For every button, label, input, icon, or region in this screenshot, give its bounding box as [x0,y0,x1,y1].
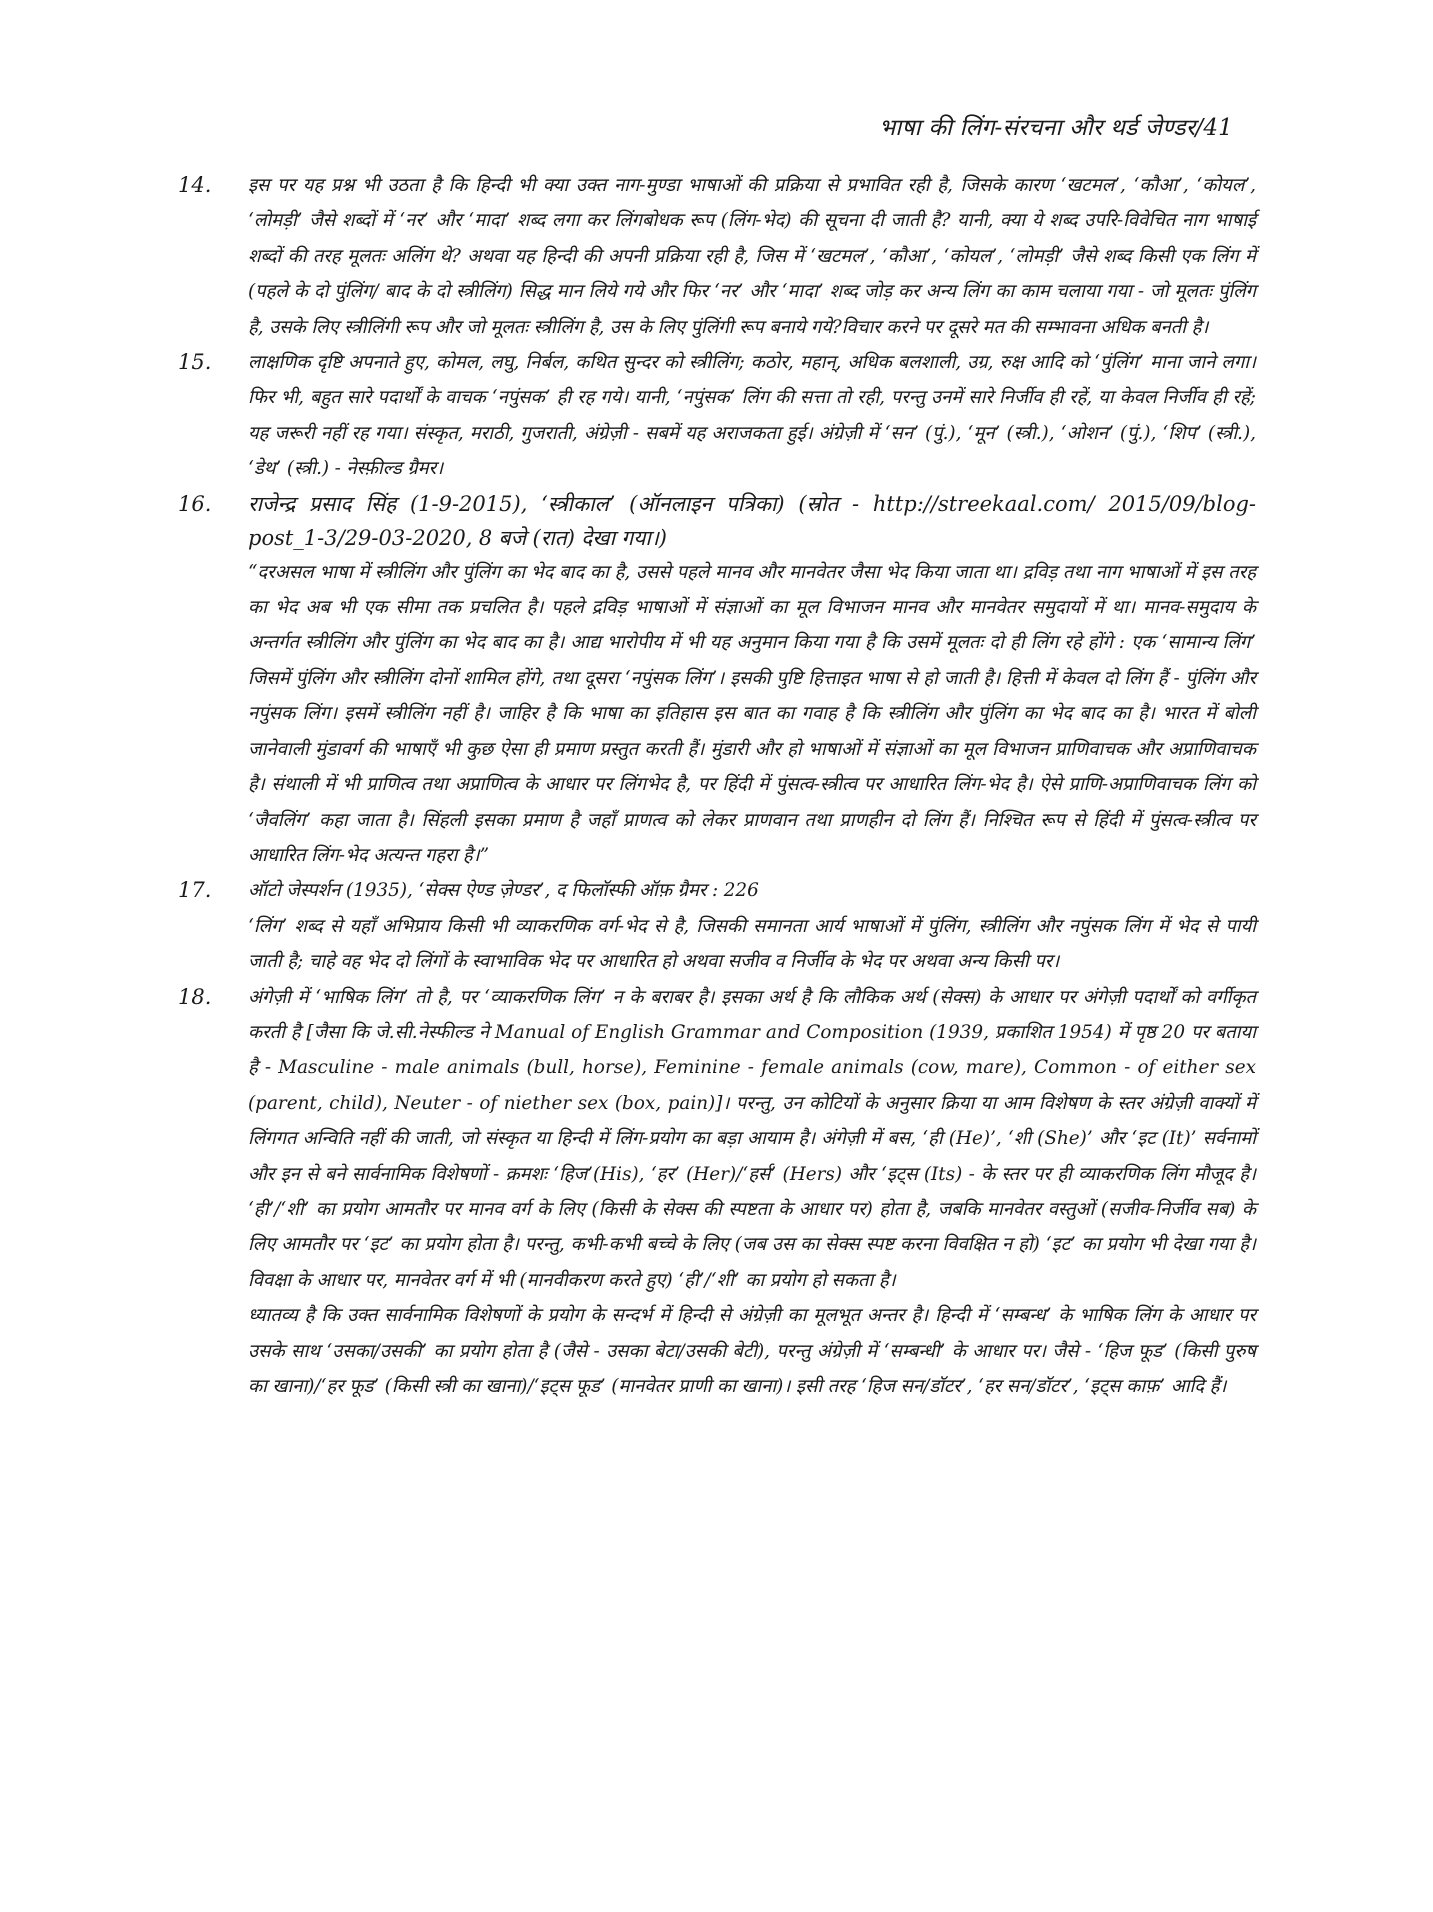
endnote-citation: राजेन्द्र प्रसाद सिंह (1-9-2015), ‘स्त्रीकाल’ (ऑनलाइन पत्रिका) (स्रोत - http://streekaal.com/ 2015/09/blog-post_1-3/29-03-2020, 8 बजे (रात) देखा गया।) [248,491,1256,550]
endnote-text: अंगेज़ी में ‘भाषिक लिंग’ तो है, पर ‘व्याकरणिक लिंग’ न के बराबर है। इसका अर्थ है कि लौकिक अर्थ (सेक्स) के आधार पर अंगेज़ी पदार्थों को वर्गीकृत करती है [जैसा कि जे.सी.नेस्फील्ड ने Manual of English Grammar and Composition (1939, प्रकाशित 1954) में पृष्ठ 20 पर बताया है - Masculine - male animals (bull, horse), Feminine - female animals (cow, mare), Common - of either sex (parent, child), Neuter - of niether sex (box, pain)]। परन्तु, उन कोटियों के अनुसार क्रिया या आम विशेषण के स्तर अंग्रेज़ी वाक्यों में लिंगगत अन्विति नहीं की जाती, जो संस्कृत या हिन्दी में लिंग-प्रयोग का बड़ा आयाम है। अंगेज़ी में बस, ‘ही (He)’, ‘शी (She)’ और ‘इट (It)’ सर्वनामों और इन से बने सार्वनामिक विशेषणों - क्रमशः ‘हिज’(His), ‘हर’ (Her)/‘हर्स’ (Hers) और ‘इट्स (Its) - के स्तर पर ही व्याकरणिक लिंग मौजूद है। ‘ही’/‘शी’ का प्रयोग आमतौर पर मानव वर्ग के लिए (किसी के सेक्स की स्पष्टता के आधार पर) होता है, जबकि मानवेतर वस्तुओं (सजीव-निर्जीव सब) के लिए आमतौर पर ‘इट’ का प्रयोग होता है। परन्तु, कभी-कभी बच्चे के लिए (जब उस का सेक्स स्पष्ट करना विवक्षित न हो) ‘इट’ का प्रयोग भी देखा गया है। विवक्षा के आधार पर, मानवेतर वर्ग में भी (मानवीकरण करते हुए) ‘ही’/‘शी’ का प्रयोग हो सकता है। [248,986,1256,1291]
endnote-number: 18. [178,984,212,1009]
endnotes-list [178,168,1256,1404]
endnote-14 [178,168,1256,345]
endnote-16 [178,487,1256,874]
endnote-number: 15. [178,350,212,375]
endnote-number: 14. [178,173,212,197]
endnote-18 [178,980,1256,1405]
endnote-text-continued: ध्यातव्य है कि उक्त सार्वनामिक विशेषणों के प्रयोग के सन्दर्भ में हिन्दी से अंग्रेज़ी का मूलभूत अन्तर है। हिन्दी में ‘सम्बन्ध’ के भाषिक लिंग के आधार पर उसके साथ ‘उसका/उसकी’ का प्रयोग होता है (जैसे - उसका बेटा/उसकी बेटी), परन्तु अंग्रेज़ी में ‘सम्बन्धी’ के आधार पर। जैसे - ‘हिज फूड’ (किसी पुरुष का खाना)/‘हर फूड’ (किसी स्त्री का खाना)/‘इट्स फूड’ (मानवेतर प्राणी का खाना)। इसी तरह ‘हिज सन/डॉटर’, ‘हर सन/डॉटर’, ‘इट्स काफ़’ आदि हैं। [248,1305,1256,1397]
endnote-text: इस पर यह प्रश्न भी उठता है कि हिन्दी भी क्या उक्त नाग-मुण्डा भाषाओं की प्रक्रिया से प्रभावित रही है, जिसके कारण ‘खटमल’, ‘कौआ’, ‘कोयल’, ‘लोमड़ी’ जैसे शब्दों में ‘नर’ और ‘मादा’ शब्द लगा कर लिंगबोधक रूप (लिंग-भेद) की सूचना दी जाती है? यानी, क्या ये शब्द उपरि-विवेचित नाग भाषाई शब्दों की तरह मूलतः अलिंग थे? अथवा यह हिन्दी की अपनी प्रक्रिया रही है, जिस में ‘खटमल’, ‘कौआ’, ‘कोयल’, ‘लोमड़ी’ जैसे शब्द किसी एक लिंग में (पहले के दो पुंलिंग/ बाद के दो स्त्रीलिंग) सिद्ध मान लिये गये और फिर ‘नर’ और ‘मादा’ शब्द जोड़ कर अन्य लिंग का काम चलाया गया - जो मूलतः पुंलिंग है, उसके लिए स्त्रीलिंगी रूप और जो मूलतः स्त्रीलिंग है, उस के लिए पुंलिंगी रूप बनाये गये?विचार करने पर दूसरे मत की सम्भावना अधिक बनती है। [248,175,1256,338]
endnote-text: ‘लिंग’ शब्द से यहाँ अभिप्राय किसी भी व्याकरणिक वर्ग-भेद से है, जिसकी समानता आर्य भाषाओं में पुंलिंग, स्त्रीलिंग और नपुंसक लिंग में भेद से पायी जाती है; चाहे वह भेद दो लिंगों के स्वाभाविक भेद पर आधारित हो अथवा सजीव व निर्जीव के भेद पर अथवा अन्य किसी पर। [248,915,1256,973]
endnote-number: 16. [178,491,212,516]
endnote-15 [178,345,1256,487]
endnote-text: लाक्षणिक दृष्टि अपनाते हुए, कोमल, लघु, निर्बल, कथित सुन्दर को स्त्रीलिंग; कठोर, महान्, अधिक बलशाली, उग्र, रुक्ष आदि को ‘पुंलिंग’ माना जाने लगा। फिर भी, बहुत सारे पदार्थों के वाचक ‘नपुंसक’ ही रह गये। यानी, ‘नपुंसक’ लिंग की सत्ता तो रही, परन्तु उनमें सारे निर्जीव ही रहें, या केवल निर्जीव ही रहें; यह जरूरी नहीं रह गया। संस्कृत, मराठी, गुजराती, अंग्रेज़ी - सबमें यह अराजकता हुई। अंग्रेज़ी में ‘सन’ (पुं.), ‘मून’ (स्त्री.), ‘ओशन’ (पुं.), ‘शिप’ (स्त्री.), ‘डेथ’ (स्त्री.) - नेस्फ़ील्ड ग्रैमर। [248,352,1256,480]
endnote-17 [178,873,1256,979]
endnote-number: 17. [178,878,212,903]
endnote-quote: “दरअसल भाषा में स्त्रीलिंग और पुंलिंग का भेद बाद का है, उससे पहले मानव और मानवेतर जैसा भेद किया जाता था। द्रविड़ तथा नाग भाषाओं में इस तरह का भेद अब भी एक सीमा तक प्रचलित है। पहले द्रविड़ भाषाओं में संज्ञाओं का मूल विभाजन मानव और मानवेतर समुदायों में था। मानव-समुदाय के अन्तर्गत स्त्रीलिंग और पुंलिंग का भेद बाद का है। आद्य भारोपीय में भी यह अनुमान किया गया है कि उसमें मूलतः दो ही लिंग रहे होंगे : एक ‘सामान्य लिंग’ जिसमें पुंलिंग और स्त्रीलिंग दोनों शामिल होंगे, तथा दूसरा ‘नपुंसक लिंग’। इसकी पुष्टि हित्ताइत भाषा से हो जाती है। हित्ती में केवल दो लिंग हैं - पुंलिंग और नपुंसक लिंग। इसमें स्त्रीलिंग नहीं है। जाहिर है कि भाषा का इतिहास इस बात का गवाह है कि स्त्रीलिंग और पुंलिंग का भेद बाद का है। भारत में बोली जानेवाली मुंडावर्ग की भाषाएँ भी कुछ ऐसा ही प्रमाण प्रस्तुत करती हैं। मुंडारी और हो भाषाओं में संज्ञाओं का मूल विभाजन प्राणिवाचक और अप्राणिवाचक है। संथाली में भी प्राणित्व तथा अप्राणित्व के आधार पर लिंगभेद है, पर हिंदी में पुंसत्व-स्त्रीत्व पर आधारित लिंग-भेद है। ऐसे प्राणि-अप्राणिवाचक लिंग को ‘जैवलिंग’ कहा जाता है। सिंहली इसका प्रमाण है जहाँ प्राणत्व को लेकर प्राणवान तथा प्राणहीन दो लिंग हैं। निश्चित रूप से हिंदी में पुंसत्व-स्त्रीत्व पर आधारित लिंग-भेद अत्यन्त गहरा है।” [248,561,1256,866]
running-header: भाषा की लिंग-संरचना और थर्ड जेण्डर/41 [879,115,1233,141]
endnote-citation: ऑटो जेस्पर्शन (1935), ‘सेक्स ऐण्ड ज़ेण्डर’, द फिलॉस्फी ऑफ़ ग्रैमर : 226 [248,880,759,902]
